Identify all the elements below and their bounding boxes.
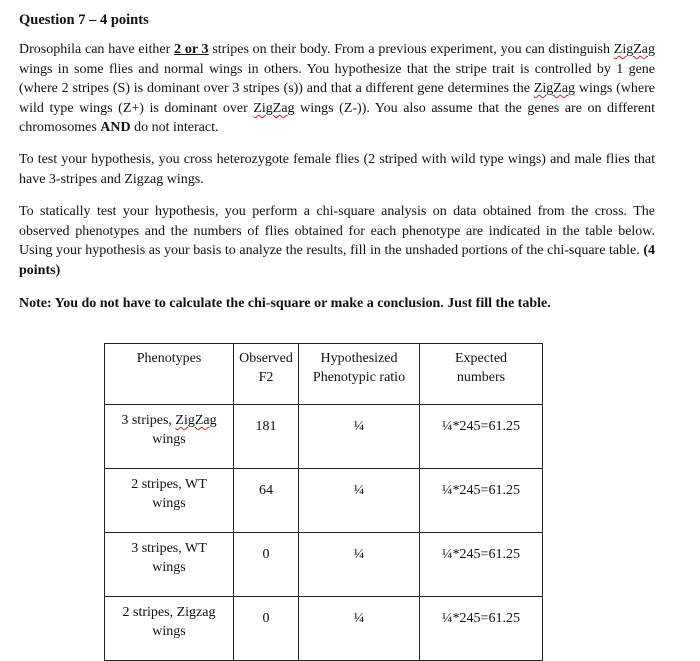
phenotype-cell: 2 stripes, Zigzag wings <box>105 597 234 661</box>
phenotype-cell: 3 stripes, ZigZag wings <box>105 405 234 469</box>
ratio-cell: ¼ <box>299 597 420 661</box>
spellcheck-word: ZigZag <box>533 81 576 97</box>
table-header-row <box>105 344 543 405</box>
cross-paragraph: To test your hypothesis, you cross heterozygote female flies (2 striped with wild type wings) and male flies that have 3-stripes and Zigzag wings. <box>19 152 655 187</box>
phenotype-cell: 2 stripes, WT wings <box>105 469 234 533</box>
table-row <box>105 405 543 469</box>
observed-cell: 64 <box>234 469 299 533</box>
note: Note: You do not have to calculate the chi-square or make a conclusion. Just fill the table. <box>19 296 551 311</box>
header-observed: Observed F2 <box>234 344 299 405</box>
header-expected: Expected numbers <box>420 344 543 405</box>
expected-cell: ¼*245=61.25 <box>420 469 543 533</box>
header-ratio: Hypothesized Phenotypic ratio <box>299 344 420 405</box>
spellcheck-word: ZigZag <box>175 413 217 428</box>
stripe-count-emphasis: 2 or 3 <box>174 42 209 57</box>
chi-square-paragraph: To statically test your hypothesis, you perform a chi-square analysis on data obtained from the cross. The observed phenotypes and the numbers of flies obtained for each phenotype are indicated in the table below. Using your hypothesis as your basis to analyze the results, fill in the unshaded portions of the chi-square table. (4 points) <box>19 204 655 278</box>
ratio-cell: ¼ <box>299 405 420 469</box>
header-phenotypes: Phenotypes <box>105 344 234 405</box>
spellcheck-word: ZigZag <box>253 100 295 116</box>
expected-cell: ¼*245=61.25 <box>420 597 543 661</box>
observed-cell: 181 <box>234 405 299 469</box>
expected-cell: ¼*245=61.25 <box>420 405 543 469</box>
chi-square-table <box>104 343 543 661</box>
and-emphasis: AND <box>100 120 131 136</box>
expected-cell: ¼*245=61.25 <box>420 533 543 597</box>
table-row <box>105 469 543 533</box>
spellcheck-word: ZigZag <box>613 42 655 57</box>
ratio-cell: ¼ <box>299 533 420 597</box>
ratio-cell: ¼ <box>299 469 420 533</box>
points-label: (4 points) <box>19 243 655 278</box>
table-row <box>105 597 543 661</box>
table-row <box>105 533 543 597</box>
question-title: Question 7 – 4 points <box>19 12 149 28</box>
observed-cell: 0 <box>234 597 299 661</box>
observed-cell: 0 <box>234 533 299 597</box>
phenotype-cell: 3 stripes, WT wings <box>105 533 234 597</box>
intro-paragraph: Drosophila can have either 2 or 3 stripes on their body. From a previous experiment, you can distinguish ZigZag wings in some flies and normal wings in others. You hypothesize that the stripe trait is controlled by 1 gene (where 2 stripes (S) is dominant over 3 stripes (s)) and that a different gene determines the ZigZag wings (where wild type wings (Z+) is dominant over ZigZag wings (Z-)). You also assume that the genes are on different chromosomes AND do not interact. <box>19 42 656 136</box>
